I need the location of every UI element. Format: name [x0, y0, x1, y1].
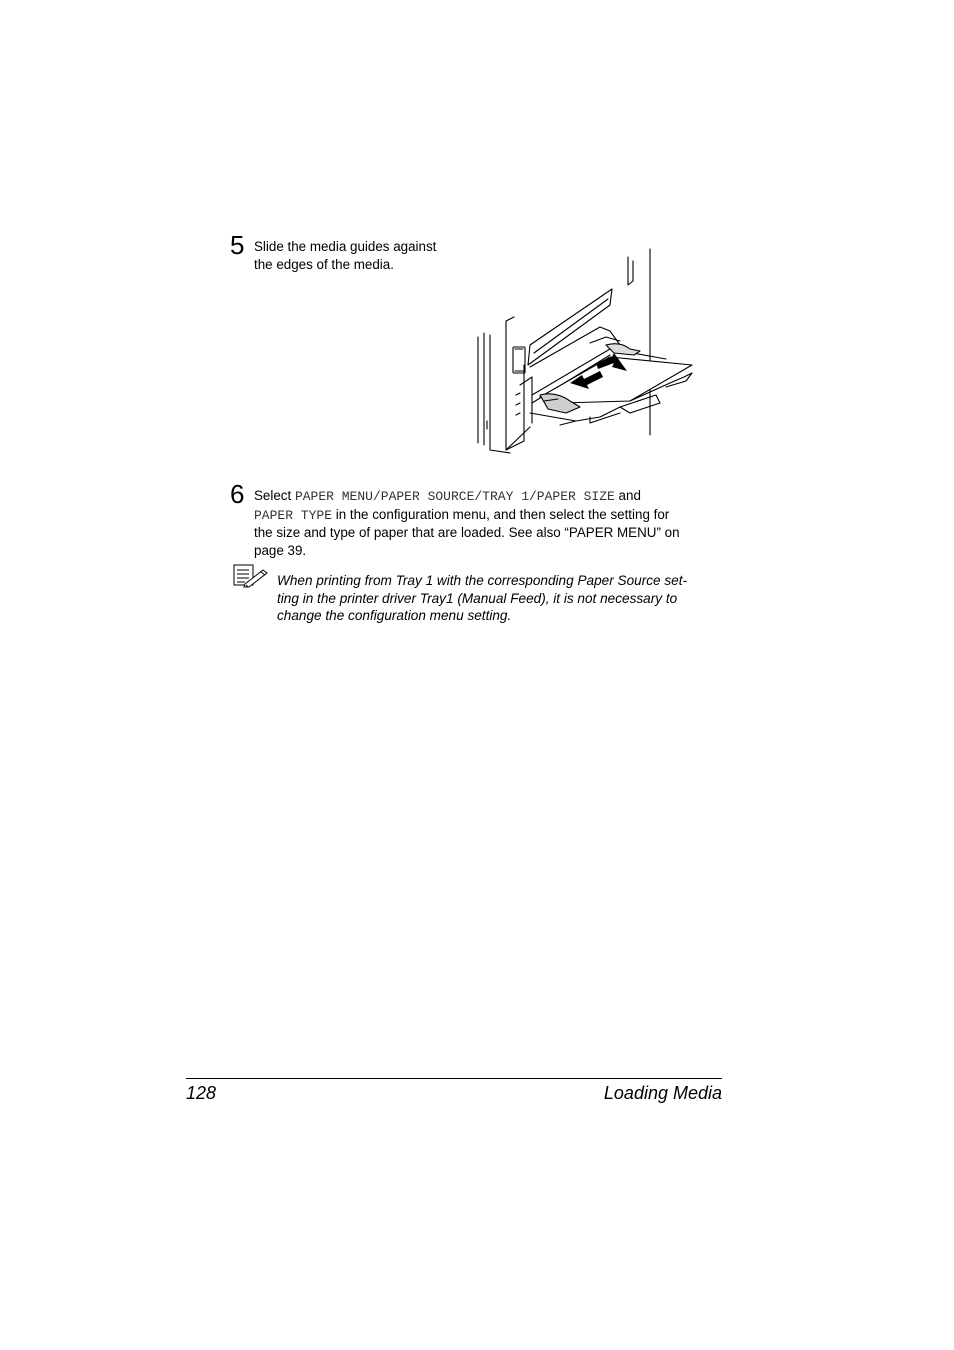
paper-size-menu-path: PAPER MENU/PAPER SOURCE/TRAY 1/PAPER SIZE — [294, 489, 615, 504]
step-6-text-line-1 — [254, 487, 734, 506]
note-text — [277, 572, 727, 625]
and-word: and — [618, 488, 641, 503]
page-number: 128 — [186, 1083, 217, 1103]
step-6-text-line-2 — [254, 506, 734, 525]
step-6-text-line-3: the size and type of paper that are loaded. See also “PAPER MENU” on — [254, 525, 680, 541]
step-5-text — [254, 238, 436, 273]
printer-manual-feed-tray-illustration — [470, 245, 705, 460]
step-5-text-line-1: Slide the media guides against — [254, 239, 437, 254]
step-6-text-line-4: page 39. — [254, 542, 307, 558]
note-text-line-1: When printing from Tray 1 with the corresponding Paper Source set- — [277, 573, 688, 588]
note-text-line-2: ting in the printer driver Tray1 (Manual Feed), it is not necessary to — [277, 590, 678, 606]
note-pencil-icon — [233, 564, 269, 588]
step-5-text-line-2: the edges of the media. — [254, 256, 394, 272]
step-6-number: 6 — [230, 479, 245, 509]
step-6-text — [254, 487, 734, 559]
note-text-line-3: change the configuration menu setting. — [277, 608, 512, 624]
step-6-rest-line-1: in the configuration menu, and then select the setting for — [335, 506, 670, 522]
footer-divider — [186, 1078, 722, 1079]
select-word: Select — [254, 488, 292, 503]
paper-type-menu-item: PAPER TYPE — [254, 507, 333, 523]
section-title: Loading Media — [603, 1083, 722, 1103]
step-5-number: 5 — [230, 230, 245, 260]
